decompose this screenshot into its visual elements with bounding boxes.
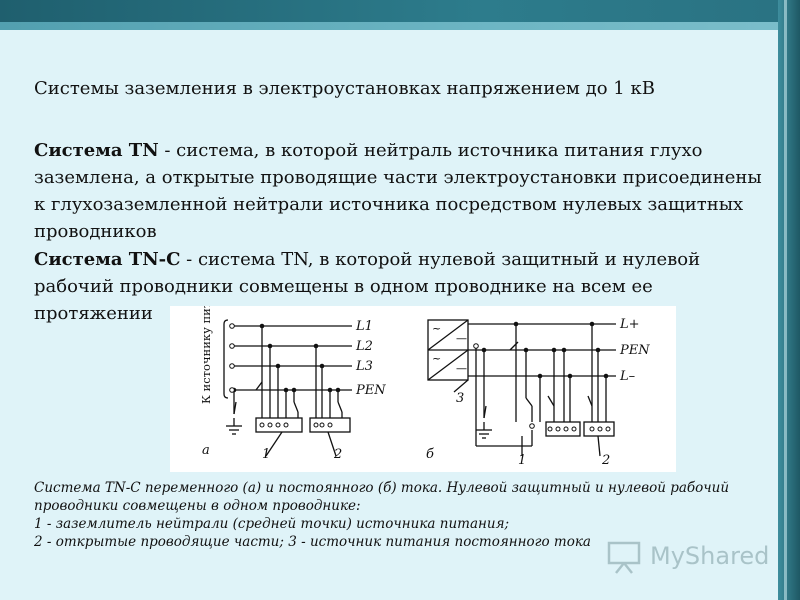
svg-text:~: ~ xyxy=(432,322,442,335)
label-pen-a: PEN xyxy=(356,383,386,398)
svg-text:—: — xyxy=(456,362,467,375)
presentation-board-icon xyxy=(606,540,642,574)
tnc-diagram-svg xyxy=(170,306,676,472)
watermark-text: MyShared xyxy=(650,542,770,570)
slide-title: Системы заземления в электроустановках напряжением до 1 кВ xyxy=(34,78,655,99)
tn-definition xyxy=(34,137,774,245)
label-l1: L1 xyxy=(356,319,373,334)
label-sidebar: К источнику питания xyxy=(199,306,213,404)
label-pen-b: PEN xyxy=(620,343,650,358)
tnc-text: - система TN, в которой нулевой защитный и нулевой рабочий проводники совмещены в одном проводнике на всем ее протяжении xyxy=(34,249,701,324)
caption-line-4: 2 - открытые проводящие части; 3 - источник питания постоянного тока xyxy=(34,534,591,550)
caption-line-3: 1 - заземлитель нейтрали (средней точки) источника питания; xyxy=(34,516,510,532)
tn-term: Система TN xyxy=(34,140,159,161)
label-l-minus: L– xyxy=(620,369,636,384)
tn-text: - система, в которой нейтраль источника питания глухо заземлена, а открытые проводящие части электроустановки присоединены к глухозаземленной нейтрали источника посредством нулевых защитных проводников xyxy=(34,140,762,242)
callout-1-b: 1 xyxy=(518,453,527,468)
callout-1-a: 1 xyxy=(262,447,271,462)
label-l3: L3 xyxy=(356,359,373,374)
caption-line-2: проводники совмещены в одном проводнике: xyxy=(34,498,361,514)
callout-2-b: 2 xyxy=(602,453,611,468)
tnc-term: Система TN-C xyxy=(34,249,181,270)
right-decor-bar xyxy=(778,0,800,600)
label-l-plus: L+ xyxy=(620,317,640,332)
tnc-diagram xyxy=(170,306,676,472)
callout-2-a: 2 xyxy=(334,447,343,462)
caption-line-1: Система TN-C переменного (а) и постоянного (б) тока. Нулевой защитный и нулевой рабочий xyxy=(34,480,730,496)
label-panel-b: б xyxy=(426,447,434,462)
svg-text:~: ~ xyxy=(432,352,442,365)
label-panel-a: а xyxy=(202,443,210,458)
watermark xyxy=(606,540,776,576)
label-l2: L2 xyxy=(356,339,373,354)
top-decor-bar xyxy=(0,0,800,30)
callout-3-b: 3 xyxy=(456,391,465,406)
svg-text:—: — xyxy=(456,332,467,345)
